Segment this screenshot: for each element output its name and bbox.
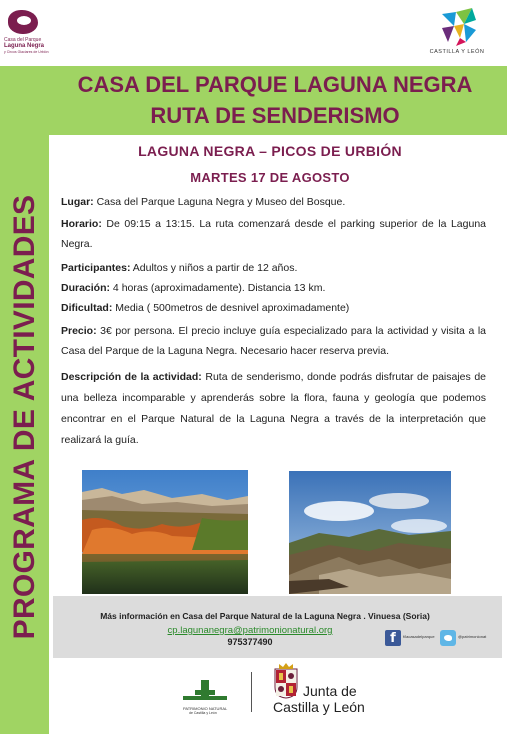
castilla-y-leon-logo-text: CASTILLA Y LEÓN [429,49,485,55]
page-title-line2: RUTA DE SENDERISMO [150,103,400,128]
footer-info-text: Más información en Casa del Parque Natural de la Laguna Negra . Vinuesa (Soria) [100,611,430,621]
detail-participantes-value: Adultos y niños a partir de 12 años. [130,262,298,274]
footer-phone: 975377490 [227,637,273,647]
detail-lugar-label: Lugar: [61,196,94,208]
detail-participantes [61,258,486,278]
twitter-icon[interactable] [440,630,456,646]
event-date: MARTES 17 DE AGOSTO [190,170,350,185]
patrimonio-natural-label: PATRIMONIO NATURAL [183,706,228,711]
detail-lugar-value: Casa del Parque Laguna Negra y Museo del Bosque. [93,196,346,208]
detail-dificultad-label: Dificultad: [61,302,113,314]
detail-duracion-value: 4 horas (aproximadamente). Distancia 13 km. [110,282,326,294]
page-title-line1: CASA DEL PARQUE LAGUNA NEGRA [77,72,473,97]
detail-horario [61,214,486,254]
patrimonio-natural-logo [183,672,243,720]
facebook-label: f/lacasadelparque [403,634,435,639]
picos-de-urbion-photo [289,471,451,594]
junta-shield-icon [273,663,299,699]
detail-descripcion-value: Ruta de senderismo, donde podrás disfrutar de paisajes de una belleza incomparable y aprenderás sobre la flora, fauna y geología que podemos encontrar en el Parque Natural de la Laguna Negra a través de la interpretación que realizará la guía. [61,371,486,446]
laguna-negra-photo [82,470,248,594]
detail-duracion-label: Duración: [61,282,111,294]
detail-precio-label: Precio: [61,325,97,337]
detail-horario-label: Horario: [61,218,102,230]
detail-descripcion [61,367,486,451]
twitter-label: @patrimonionat [458,634,487,639]
junta-castilla-y-leon-logo [273,663,473,718]
logo-left-line2: Laguna Negra [4,43,45,49]
footer-email-link[interactable]: cp.lagunanegra@patrimonionatural.org [167,625,333,636]
detail-participantes-label: Participantes: [61,262,131,274]
casa-del-parque-emblem-icon [8,10,38,34]
detail-precio [61,321,486,361]
detail-lugar [61,192,486,212]
facebook-icon[interactable]: f [385,630,401,646]
picos-de-urbion-photo-image [289,471,451,594]
logo-left-line1: Casa del Parque [4,37,42,43]
patrimonio-natural-emblem-bar [195,690,215,695]
patrimonio-natural-emblem-base [183,696,227,700]
junta-line1: Junta de [303,683,357,699]
detail-duracion [61,278,486,298]
junta-line2: Castilla y León [273,699,365,715]
castilla-y-leon-logo [414,8,500,58]
detail-descripcion-label: Descripción de la actividad: [61,371,202,383]
casa-del-parque-logo [4,10,56,56]
logo-left-line3: y Circos Glaciares de Urbión [4,50,49,54]
side-label: PROGRAMA DE ACTIVIDADES [8,194,41,640]
castilla-y-leon-star-icon [442,8,476,46]
route-name: LAGUNA NEGRA – PICOS DE URBIÓN [138,143,402,159]
detail-horario-value: De 09:15 a 13:15. La ruta comenzará desde el parking superior de la Laguna Negra. [61,218,486,250]
patrimonio-natural-sub: de Castilla y León [189,711,217,715]
detail-dificultad [61,298,486,318]
detail-precio-value: 3€ por persona. El precio incluye guía especializado para la actividad y visita a la Casa del Parque de la Laguna Negra. Necesario hacer reserva previa. [61,325,486,357]
laguna-negra-photo-image [82,470,248,594]
logo-divider [251,672,252,712]
detail-dificultad-value: Media ( 500metros de desnivel aproximadamente) [112,302,350,314]
